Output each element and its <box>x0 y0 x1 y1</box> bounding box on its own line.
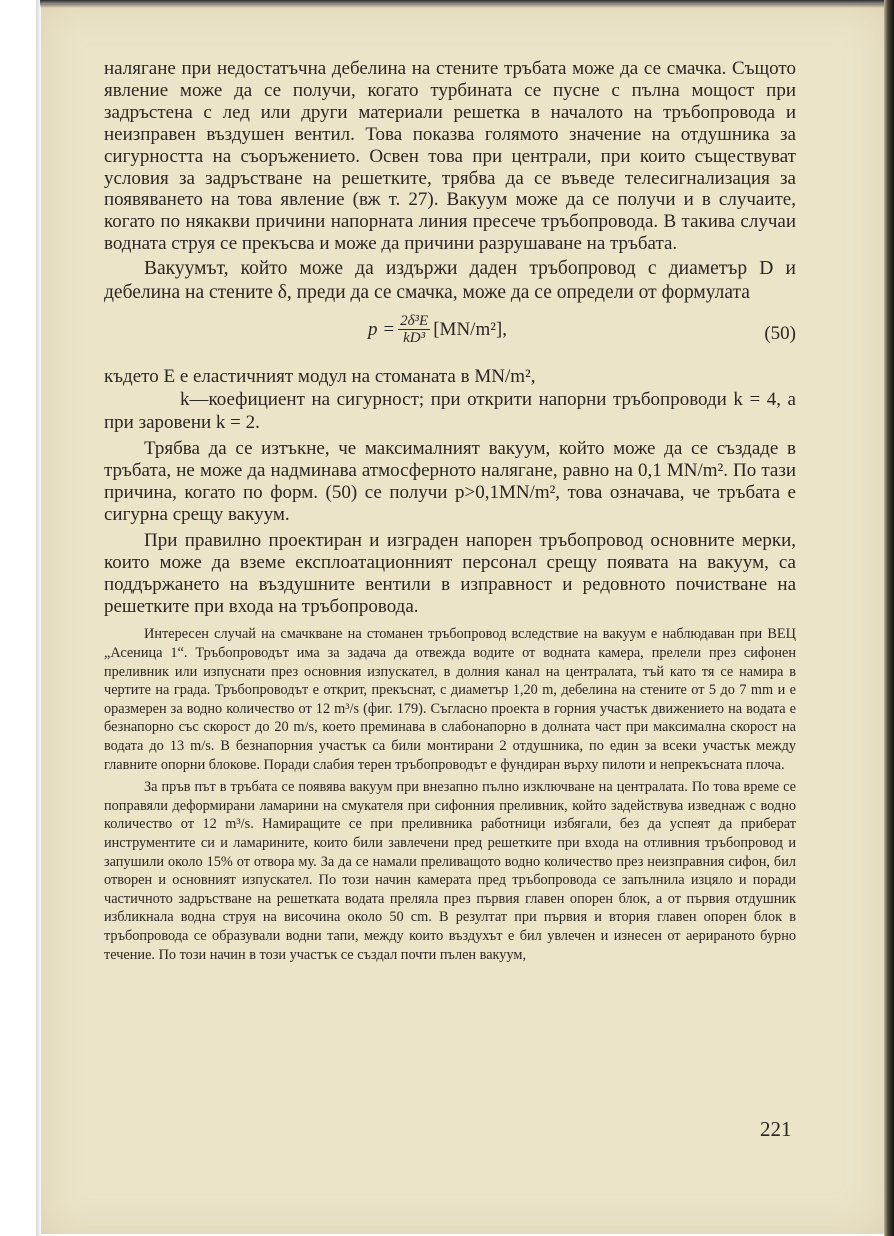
formula-units: [MN/m²], <box>433 318 507 340</box>
paragraph-vacuum-causes: налягане при недостатъчна дебелина на стените тръбата може да се смачка. Същото явление може да се получи, когато турбината се пусне с пълна мощост при задръстена с лед или други материали решетка в началото на тръбопровода и неизправен въздушен вентил. Това показва голямото значение на отдушника за сигурността на съоръжението. Освен това при централи, при които съществуват условия за задръстване на решетките, трябва да се въведе телесигнализация за появяването на това явление (вж т. 27). Вакуум може да се получи и в случаите, когато по някакви причини напорната линия пресече тръбопровода. В такива случаи водната струя се прекъсва и може да причини разрушаване на тръбата. <box>104 58 796 255</box>
paragraph-operational-measures: При правилно проектиран и изграден напорен тръбопровод основните мерки, които може да вземе експлоатационният персонал срещу появата на вакуум, са поддържането на въздушните вентили в изправност и редовното почистване на решетките при входа на тръбопровода. <box>104 529 796 617</box>
page-number: 221 <box>760 1117 792 1141</box>
formula-fraction <box>398 313 430 346</box>
where-E-definition: където E е еластичният модул на стоманата в MN/m², <box>104 366 536 388</box>
paragraph-vacuum-formula-intro: Вакуумът, който може да издържи даден тръбопровод с диаметър D и дебелина на стените δ, преди да се смачка, може да се определи от формулата <box>104 258 796 304</box>
page-text <box>104 58 796 964</box>
right-page-edge <box>884 0 894 1236</box>
formula-50 <box>104 309 796 357</box>
small-paragraph-asenitsa-case: Интересен случай на смачкване на стоманен тръбопровод вследствие на вакуум е наблюдаван при ВЕЦ „Асеница 1“. Тръбопроводът има за задача да отвежда водите от водната камера, прелели през сифонен преливник или изпуснати през основния изпускател, в долния канал на централата, тъй като тя се намира в чертите на града. Тръбопроводът е открит, прекъснат, с диаметър 1,20 m, дебелина на стените от 5 до 7 mm и е оразмерен за водно количество от 12 m³/s (фиг. 179). Съгласно проекта в горния участък движението на водата е безнапорно със скорост до 20 m/s, което преминава в слабонапорно в долната част при максимална скорост на водата до 13 m/s. В безнапорния участък са били монтирани 2 отдушника, по един за всеки участък между главните опорни блокове. Поради слабия терен тръбопроводът е фундиран върху пилоти и непрекъсната плоча. <box>104 626 796 773</box>
equation-number: (50) <box>764 323 796 345</box>
top-edge-shadow <box>40 0 894 8</box>
formula-expression <box>368 313 507 346</box>
formula-numerator: 2δ³E <box>400 313 429 330</box>
paragraph-max-vacuum: Трябва да се изтъкне, че максималният вакуум, който може да се създаде в тръбата, не може да надминава атмосферното налягане, равно на 0,1 MN/m². По тази причина, когато по форм. (50) се получи p>0,1MN/m², това означава, че тръбата е сигурна срещу вакуум. <box>104 438 796 525</box>
formula-denominator: kD³ <box>403 330 426 347</box>
where-k-definition: k—коефициент на сигурност; при открити напорни тръбопроводи k = 4, а при заровени k = 2. <box>104 389 796 434</box>
small-paragraph-first-vacuum: За пръв път в тръбата се появява вакуум при внезапно пълно изключване на централата. По това време се поправяли деформирани ламарини на смукателя при сифонния преливник, който задействува изведнаж с водно количество от 12 m³/s. Намиращите се при преливника работници избягали, без да успеят да приберат инструментите си и ламарините, които били завлечени пред решетките при входа на отливния тръбопровод и запушили около 15% от отвора му. За да се намали преливащото водно количество през неизправния сифон, бил отворен и основният изпускател. По този начин камерата пред тръбопровода се запълнила изцяло и поради частичното задръстване на решетката водата преляла през първия главен опорен блок, а от първия отдушник избликнала водна струя на височина около 50 cm. В резултат при първия и втория главен опорен блок в тръбопровода се образували водни тапи, между които въздухът е бил увлечен и изнесен от аерираното бурно течение. По този начин в този участък се създал почти пълен вакуум, <box>104 779 796 963</box>
formula-lhs: p = <box>368 318 396 340</box>
